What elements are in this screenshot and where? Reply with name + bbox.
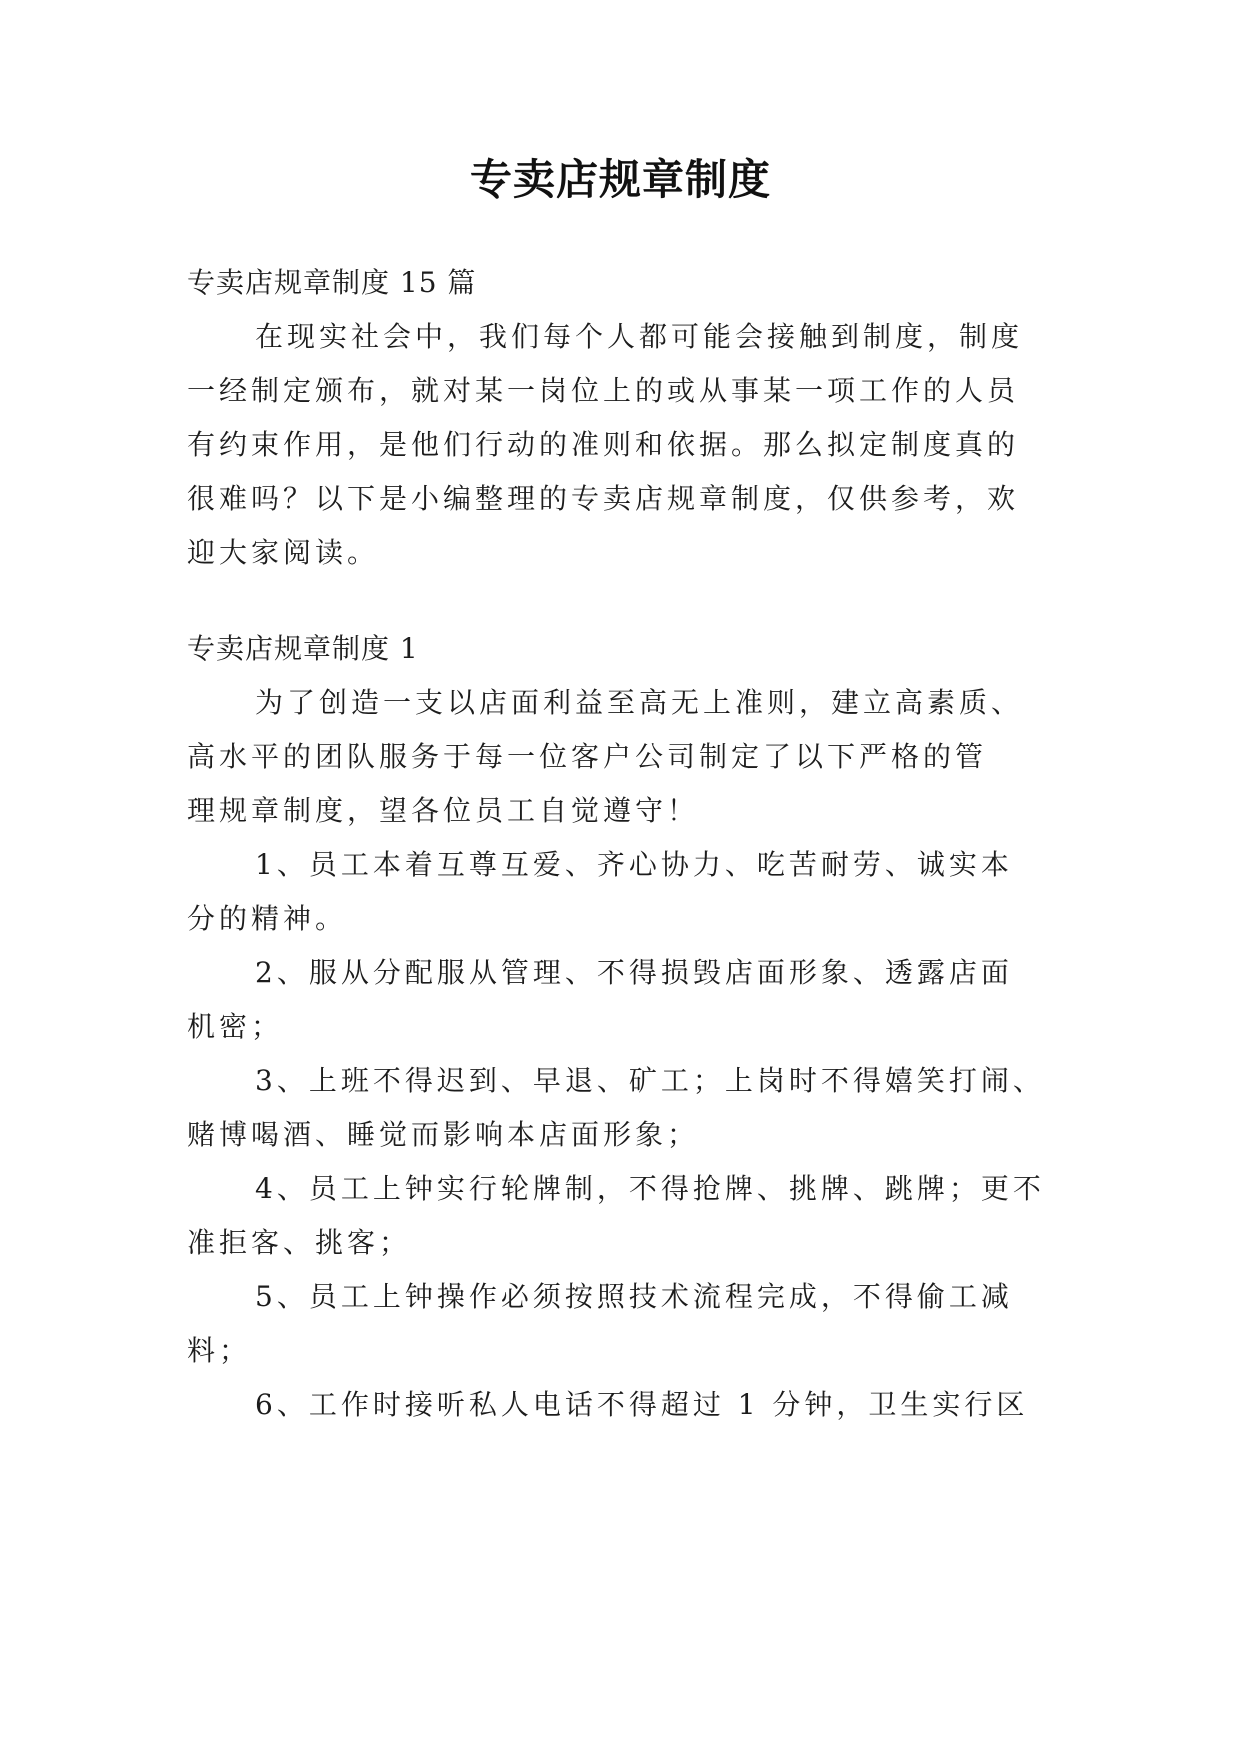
rule-line: 赌博喝酒、睡觉而影响本店面形象； xyxy=(187,1118,700,1151)
rule-line: 2、服从分配服从管理、不得损毁店面形象、透露店面 xyxy=(255,956,1013,989)
rule-line: 4、员工上钟实行轮牌制，不得抢牌、挑牌、跳牌；更不 xyxy=(255,1172,1045,1205)
rule-line: 6、工作时接听私人电话不得超过 1 分钟，卫生实行区 xyxy=(255,1388,1029,1421)
body-line: 高水平的团队服务于每一位客户公司制定了以下严格的管 xyxy=(187,740,988,773)
body-line: 理规章制度，望各位员工自觉遵守！ xyxy=(187,794,700,827)
section-heading: 专卖店规章制度 1 xyxy=(187,632,419,665)
intro-line: 很难吗？以下是小编整理的专卖店规章制度，仅供参考，欢 xyxy=(187,482,1020,515)
rule-line: 1、员工本着互尊互爱、齐心协力、吃苦耐劳、诚实本 xyxy=(255,848,1013,881)
intro-line: 在现实社会中，我们每个人都可能会接触到制度，制度 xyxy=(255,320,1024,353)
subtitle-line: 专卖店规章制度 15 篇 xyxy=(187,266,477,299)
rule-line: 机密； xyxy=(187,1010,284,1043)
intro-line: 有约束作用，是他们行动的准则和依据。那么拟定制度真的 xyxy=(187,428,1020,461)
rule-line: 分的精神。 xyxy=(187,902,348,935)
rule-line: 料； xyxy=(187,1334,252,1367)
intro-line: 一经制定颁布，就对某一岗位上的或从事某一项工作的人员 xyxy=(187,374,1020,407)
rule-line: 5、员工上钟操作必须按照技术流程完成，不得偷工减 xyxy=(255,1280,1013,1313)
rule-line: 3、上班不得迟到、早退、矿工；上岗时不得嬉笑打闹、 xyxy=(255,1064,1045,1097)
rule-line: 准拒客、挑客； xyxy=(187,1226,412,1259)
body-line: 为了创造一支以店面利益至高无上准则，建立高素质、 xyxy=(255,686,1024,719)
document-title: 专卖店规章制度 xyxy=(469,155,771,204)
intro-line: 迎大家阅读。 xyxy=(187,536,380,569)
